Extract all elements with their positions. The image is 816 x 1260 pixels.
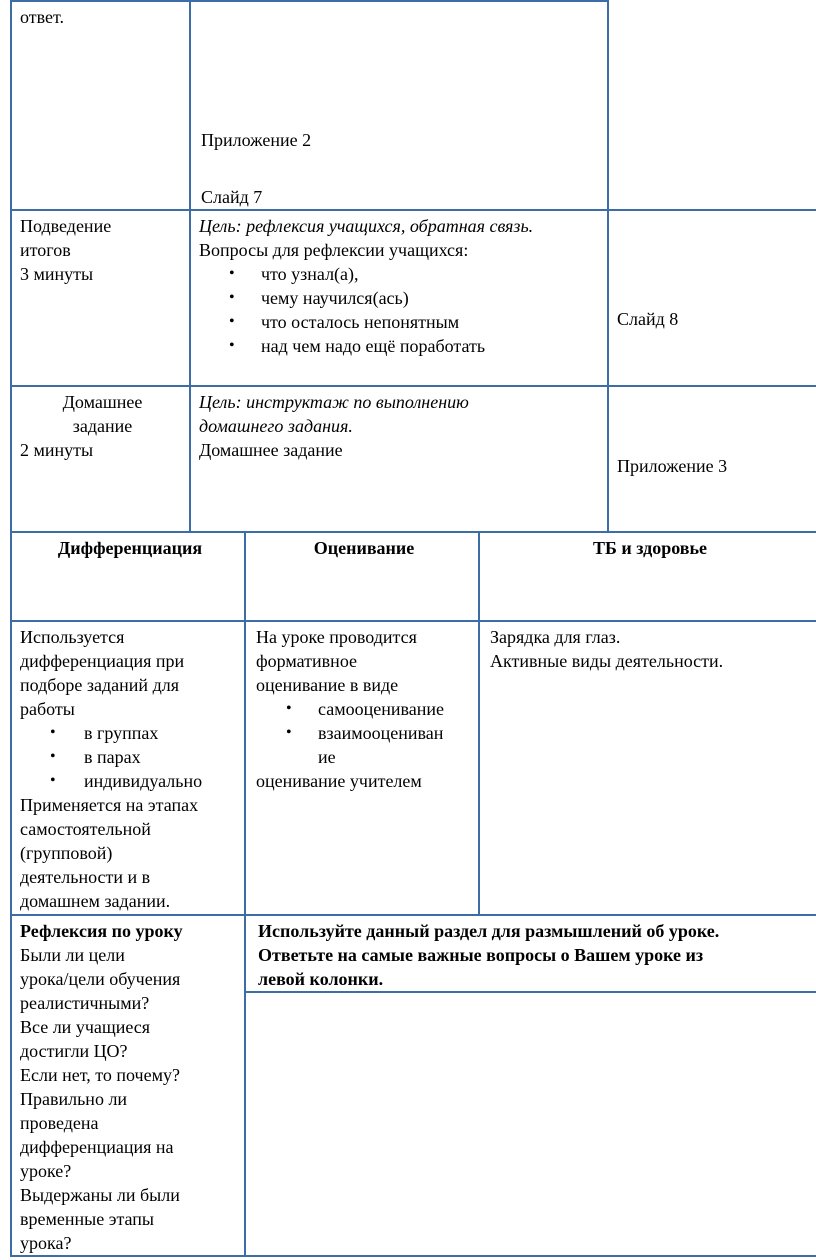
question-line: Если нет, то почему? [20,1065,180,1085]
assessment-list [256,697,474,769]
header-safety-health [478,533,816,622]
question-line: Правильно ли [20,1089,128,1109]
row1-left-cell [10,0,191,211]
row2-left-cell [10,209,191,387]
stage-duration: 2 минуты [20,440,94,460]
question-line: проведена [20,1113,99,1133]
text-line: оценивание в виде [256,675,399,695]
row3-left-cell [10,385,191,533]
instruction-line: левой колонки. [258,969,384,989]
homework-goal-line: домашнего задания. [199,416,353,436]
question-line: достигли ЦО? [20,1041,128,1061]
header-differentiation [10,533,246,622]
text-line: оценивание учителем [256,771,422,791]
question-line: Выдержаны ли были [20,1185,180,1205]
text-line: На уроке проводится [256,627,417,647]
slide-7-label: Слайд 7 [201,187,263,207]
stage-name-line: итогов [20,240,71,260]
stage-name-line: задание [72,416,133,436]
row2-mid-cell [189,209,609,387]
header-label: Дифференциация [57,538,203,558]
list-item: • что узнал(а), [199,262,603,286]
row3-mid-cell [189,385,609,533]
reflection-instruction-cell [244,914,816,993]
row2-right-cell [607,209,816,387]
list-item: • над чем надо ещё поработать [199,334,603,358]
question-line: Были ли цели [20,945,125,965]
header-label: ТБ и здоровье [592,538,708,558]
text-line: Применяется на этапах [20,795,199,815]
text-line: работы [20,699,75,719]
text-line: формативное [256,651,358,671]
question-line: Все ли учащиеся [20,1017,151,1037]
reflection-goal: Цель: рефлексия учащихся, обратная связь. [199,216,534,236]
stage-duration: 3 минуты [20,264,94,284]
reflection-questions-list [199,262,603,358]
list-item: • взаимооцениван ие [256,721,464,769]
list-item: • что осталось непонятным [199,310,603,334]
header-assessment [244,533,480,622]
lesson-reflection-cell [10,914,246,1257]
text-line: самостоятельной [20,819,151,839]
differentiation-list [20,721,240,793]
row3-right-cell [607,385,816,533]
list-item: • индивидуально [20,769,240,793]
text-line: дифференциация при [20,651,185,671]
question-line: урока? [20,1233,72,1253]
assessment-cell [244,620,480,916]
differentiation-cell [10,620,246,916]
list-item: • в парах [20,745,240,769]
appendix-3-label: Приложение 3 [617,456,728,476]
text-line: деятельности и в [20,867,151,887]
text-line: подборе заданий для [20,675,179,695]
text-line: Активные виды деятельности. [490,651,724,671]
question-line: урока/цели обучения [20,969,181,989]
list-item: • в группах [20,721,240,745]
instruction-line: Используйте данный раздел для размышлений об уроке. [258,921,720,941]
text-line: (групповой) [20,843,113,863]
list-item: • чему научился(ась) [199,286,603,310]
stage-name-line: Домашнее [62,392,143,412]
question-line: временные этапы [20,1209,155,1229]
row1-mid-cell [189,0,609,211]
text-line: домашнем задании. [20,891,171,911]
list-item: • самооценивание [256,697,474,721]
appendix-2-label: Приложение 2 [201,130,312,150]
homework-goal-line: Цель: инструктаж по выполнению [199,392,469,412]
question-line: реалистичными? [20,993,150,1013]
text-line: Зарядка для глаз. [490,627,621,647]
question-line: уроке? [20,1161,72,1181]
reflection-title: Рефлексия по уроку [20,921,183,941]
stage-name-line: Подведение [20,216,112,236]
homework-text: Домашнее задание [199,440,343,460]
slide-8-label: Слайд 8 [617,309,679,329]
header-label: Оценивание [313,538,415,558]
text-line: Используется [20,627,125,647]
reflection-notes-area[interactable] [244,991,816,1257]
safety-health-cell [478,620,816,916]
row1-left-text: ответ. [20,7,65,27]
question-line: дифференциация на [20,1137,174,1157]
reflection-questions-intro: Вопросы для рефлексии учащихся: [199,240,469,260]
instruction-line: Ответьте на самые важные вопросы о Вашем уроке из [258,945,704,965]
